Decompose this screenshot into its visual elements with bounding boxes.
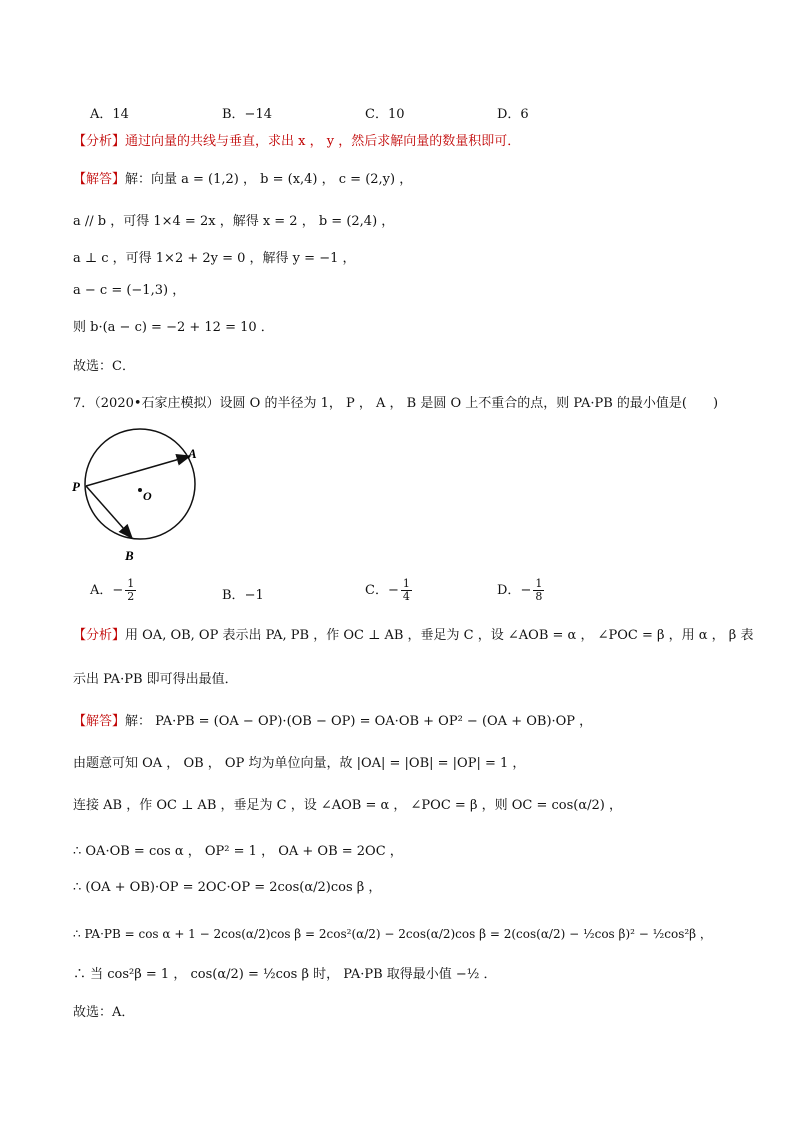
q6-solution-line-2: a // b ，可得 1×4 = 2x ，解得 x = 2 ， b = (2,4) ， xyxy=(73,214,395,229)
q7-solution-line-3: 连接 AB ，作 OC ⊥ AB ，垂足为 C ，设 ∠AOB = α ， ∠POC = β ，则 OC = cos(α/2) ， xyxy=(73,798,622,813)
q7-solution-line-1 xyxy=(73,712,592,732)
analysis-tag: 【分析】 xyxy=(73,628,126,643)
q7-analysis-line-2: 示出 PA·PB 即可得出最值． xyxy=(73,672,238,687)
q7-solution-line-6: ∴ PA·PB = cos α + 1 − 2cos(α/2)cos β = 2cos²(α/2) − 2cos(α/2)cos β = 2(cos(α/2) − ½cos β)² − ½cos²β ， xyxy=(73,927,712,941)
q6-option-b: B．−14 xyxy=(222,107,272,122)
q6-solution-line-5: 则 b·(a − c) = −2 + 12 = 10 ． xyxy=(73,320,274,335)
q6-option-c: C．10 xyxy=(365,107,405,122)
label-a: A xyxy=(188,446,197,461)
q7-option-c: C．− $\frac{1}{4}$ xyxy=(365,577,410,603)
q6-solution-line-4: a − c = (−1,3) ， xyxy=(73,283,186,298)
q7-analysis-line-1 xyxy=(73,626,753,646)
q6-solution-line-1 xyxy=(73,170,412,190)
label-p: P xyxy=(72,479,80,494)
answer-tag: 【解答】 xyxy=(73,172,126,187)
answer-tag: 【解答】 xyxy=(73,714,126,729)
analysis-text: 用 OA, OB, OP 表示出 PA, PB ，作 OC ⊥ AB ，垂足为 C ，设 ∠AOB = α ， ∠POC = β ，用 α ， β 表 xyxy=(125,628,754,643)
solution-text: 解：向量 a = (1,2) ， b = (x,4) ， c = (2,y) ， xyxy=(125,172,413,187)
q6-analysis xyxy=(73,132,520,152)
vector-pa xyxy=(86,456,190,486)
q7-option-d: D．− $\frac{1}{8}$ xyxy=(497,577,543,603)
q7-solution-line-8: 故选：A． xyxy=(73,1005,135,1020)
label-o: O xyxy=(143,489,152,503)
q7-solution-line-5: ∴ (OA + OB)·OP = 2OC·OP = 2cos(α/2)cos β ， xyxy=(73,880,382,895)
q7-solution-line-7: ∴ 当 cos²β = 1 ， cos(α/2) = ½cos β 时， PA·PB 取得最小值 −½ ． xyxy=(73,967,497,982)
center-dot xyxy=(138,488,142,492)
q7-solution-line-4: ∴ OA·OB = cos α ， OP² = 1 ， OA + OB = 2OC ， xyxy=(73,844,403,859)
q7-solution-line-2: 由题意可知 OA ， OB ， OP 均为单位向量，故 |OA| = |OB| = |OP| = 1 ， xyxy=(73,756,526,771)
q7-option-a: A．− $\frac{1}{2}$ xyxy=(90,577,135,603)
q6-solution-line-3: a ⊥ c ，可得 1×2 + 2y = 0 ，解得 y = −1 ， xyxy=(73,251,356,266)
circle-o xyxy=(85,429,195,539)
q7-stem: 7．（2020•石家庄模拟）设圆 O 的半径为 1， P ， A ， B 是圆 O 上不重合的点，则 PA·PB 的最小值是( ) xyxy=(73,396,719,411)
q6-option-a: A．14 xyxy=(90,107,129,122)
circle-figure xyxy=(65,408,215,568)
analysis-tag: 【分析】 xyxy=(73,134,126,149)
q6-solution-line-6: 故选：C． xyxy=(73,359,135,374)
q6-option-d: D．6 xyxy=(497,107,529,122)
label-b: B xyxy=(125,548,134,563)
q7-option-b: B．−1 xyxy=(222,588,264,603)
solution-text: 解： PA·PB = (OA − OP)·(OB − OP) = OA·OB + OP² − (OA + OB)·OP ， xyxy=(125,714,593,729)
analysis-text: 通过向量的共线与垂直，求出 x ， y ，然后求解向量的数量积即可． xyxy=(125,134,521,149)
